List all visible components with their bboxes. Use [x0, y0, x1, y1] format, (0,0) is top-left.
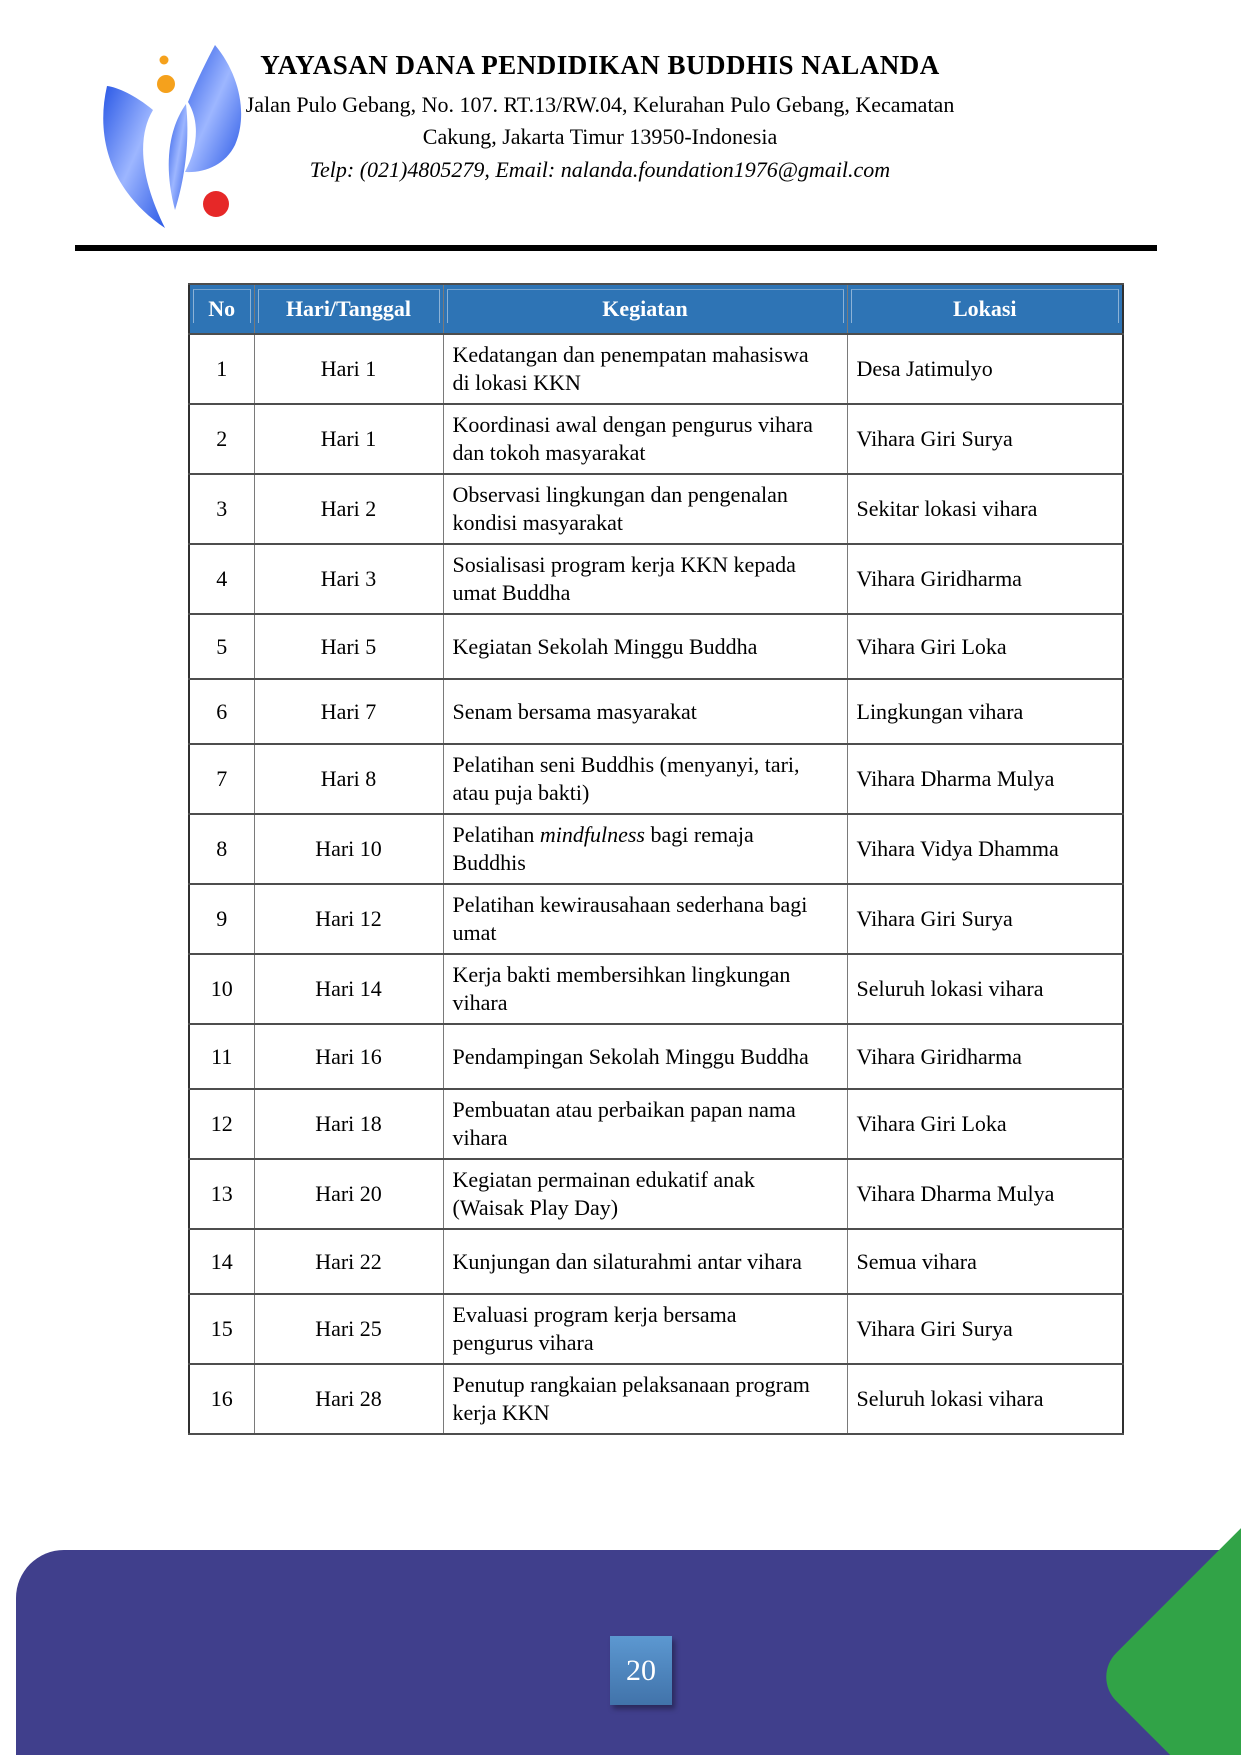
table-row: [189, 814, 1123, 884]
cell-lokasi: Vihara Dharma Mulya: [847, 1159, 1123, 1229]
table-row: [189, 884, 1123, 954]
table-row: [189, 679, 1123, 744]
cell-lokasi: Vihara Giri Surya: [847, 884, 1123, 954]
cell-lokasi: Lingkungan vihara: [847, 679, 1123, 744]
header-divider: [75, 245, 1157, 251]
activity-schedule-table: [188, 283, 1124, 1435]
cell-hari-tanggal: Hari 22: [254, 1229, 443, 1294]
cell-kegiatan: Kerja bakti membersihkan lingkungan vihara: [443, 954, 847, 1024]
table-row: [189, 614, 1123, 679]
cell-kegiatan: Pelatihan mindfulness bagi remaja Buddhis: [443, 814, 847, 884]
cell-no: 6: [189, 679, 254, 744]
cell-lokasi: Vihara Vidya Dhamma: [847, 814, 1123, 884]
cell-hari-tanggal: Hari 16: [254, 1024, 443, 1089]
column-header-no: No: [189, 284, 254, 334]
cell-hari-tanggal: Hari 18: [254, 1089, 443, 1159]
column-header-lokasi: Lokasi: [847, 284, 1123, 334]
table-row: [189, 1159, 1123, 1229]
table-row: [189, 1229, 1123, 1294]
cell-kegiatan: Kegiatan Sekolah Minggu Buddha: [443, 614, 847, 679]
table-row: [189, 1089, 1123, 1159]
table-row: [189, 1364, 1123, 1434]
cell-kegiatan: Kedatangan dan penempatan mahasiswa di lokasi KKN: [443, 334, 847, 404]
cell-kegiatan: Kegiatan permainan edukatif anak (Waisak Play Day): [443, 1159, 847, 1229]
cell-hari-tanggal: Hari 14: [254, 954, 443, 1024]
cell-lokasi: Seluruh lokasi vihara: [847, 954, 1123, 1024]
cell-kegiatan: Pembuatan atau perbaikan papan nama vihara: [443, 1089, 847, 1159]
cell-no: 9: [189, 884, 254, 954]
cell-kegiatan: Observasi lingkungan dan pengenalan kondisi masyarakat: [443, 474, 847, 544]
cell-hari-tanggal: Hari 28: [254, 1364, 443, 1434]
cell-lokasi: Semua vihara: [847, 1229, 1123, 1294]
cell-no: 11: [189, 1024, 254, 1089]
cell-kegiatan: Sosialisasi program kerja KKN kepada umat Buddha: [443, 544, 847, 614]
cell-lokasi: Seluruh lokasi vihara: [847, 1364, 1123, 1434]
cell-hari-tanggal: Hari 2: [254, 474, 443, 544]
table-row: [189, 334, 1123, 404]
cell-no: 5: [189, 614, 254, 679]
cell-no: 7: [189, 744, 254, 814]
cell-lokasi: Desa Jatimulyo: [847, 334, 1123, 404]
cell-no: 1: [189, 334, 254, 404]
cell-kegiatan: Evaluasi program kerja bersama pengurus vihara: [443, 1294, 847, 1364]
cell-kegiatan: Pendampingan Sekolah Minggu Buddha: [443, 1024, 847, 1089]
org-address-line1: Jalan Pulo Gebang, No. 107. RT.13/RW.04, Kelurahan Pulo Gebang, Kecamatan: [245, 92, 955, 117]
cell-hari-tanggal: Hari 20: [254, 1159, 443, 1229]
letterhead: [170, 50, 1030, 187]
logo-red-dot: [203, 191, 229, 217]
cell-no: 15: [189, 1294, 254, 1364]
table-row: [189, 544, 1123, 614]
cell-no: 10: [189, 954, 254, 1024]
cell-hari-tanggal: Hari 5: [254, 614, 443, 679]
cell-hari-tanggal: Hari 25: [254, 1294, 443, 1364]
cell-hari-tanggal: Hari 8: [254, 744, 443, 814]
cell-no: 14: [189, 1229, 254, 1294]
column-header-hari-tanggal: Hari/Tanggal: [254, 284, 443, 334]
org-contact: Telp: (021)4805279, Email: nalanda.foundation1976@gmail.com: [309, 157, 891, 182]
cell-lokasi: Vihara Giri Surya: [847, 404, 1123, 474]
cell-hari-tanggal: Hari 1: [254, 404, 443, 474]
cell-lokasi: Vihara Giri Loka: [847, 614, 1123, 679]
cell-hari-tanggal: Hari 1: [254, 334, 443, 404]
cell-kegiatan: Pelatihan seni Buddhis (menyanyi, tari, atau puja bakti): [443, 744, 847, 814]
org-address-line2: Cakung, Jakarta Timur 13950-Indonesia: [422, 124, 778, 149]
cell-hari-tanggal: Hari 3: [254, 544, 443, 614]
cell-hari-tanggal: Hari 7: [254, 679, 443, 744]
cell-no: 4: [189, 544, 254, 614]
cell-no: 16: [189, 1364, 254, 1434]
cell-lokasi: Vihara Giridharma: [847, 544, 1123, 614]
page-number: 20: [626, 1653, 656, 1687]
logo-left-petal: [103, 86, 165, 228]
table-row: [189, 1024, 1123, 1089]
page-number-badge: [610, 1636, 672, 1705]
cell-no: 2: [189, 404, 254, 474]
cell-lokasi: Vihara Giri Loka: [847, 1089, 1123, 1159]
cell-kegiatan: Penutup rangkaian pelaksanaan program kerja KKN: [443, 1364, 847, 1434]
cell-no: 8: [189, 814, 254, 884]
table-row: [189, 1294, 1123, 1364]
cell-kegiatan: Pelatihan kewirausahaan sederhana bagi umat: [443, 884, 847, 954]
cell-kegiatan: Koordinasi awal dengan pengurus vihara dan tokoh masyarakat: [443, 404, 847, 474]
cell-kegiatan: Senam bersama masyarakat: [443, 679, 847, 744]
cell-no: 13: [189, 1159, 254, 1229]
cell-hari-tanggal: Hari 12: [254, 884, 443, 954]
cell-no: 12: [189, 1089, 254, 1159]
cell-lokasi: Vihara Giri Surya: [847, 1294, 1123, 1364]
logo-small-orange-dot: [160, 56, 169, 65]
table-row: [189, 404, 1123, 474]
cell-lokasi: Sekitar lokasi vihara: [847, 474, 1123, 544]
table-row: [189, 744, 1123, 814]
column-header-kegiatan: Kegiatan: [443, 284, 847, 334]
cell-lokasi: Vihara Dharma Mulya: [847, 744, 1123, 814]
cell-lokasi: Vihara Giridharma: [847, 1024, 1123, 1089]
table-row: [189, 954, 1123, 1024]
cell-no: 3: [189, 474, 254, 544]
cell-hari-tanggal: Hari 10: [254, 814, 443, 884]
cell-kegiatan: Kunjungan dan silaturahmi antar vihara: [443, 1229, 847, 1294]
org-name: YAYASAN DANA PENDIDIKAN BUDDHIS NALANDA: [260, 50, 940, 80]
table-body: [189, 334, 1123, 1434]
table-row: [189, 474, 1123, 544]
table-header-row: [189, 284, 1123, 334]
